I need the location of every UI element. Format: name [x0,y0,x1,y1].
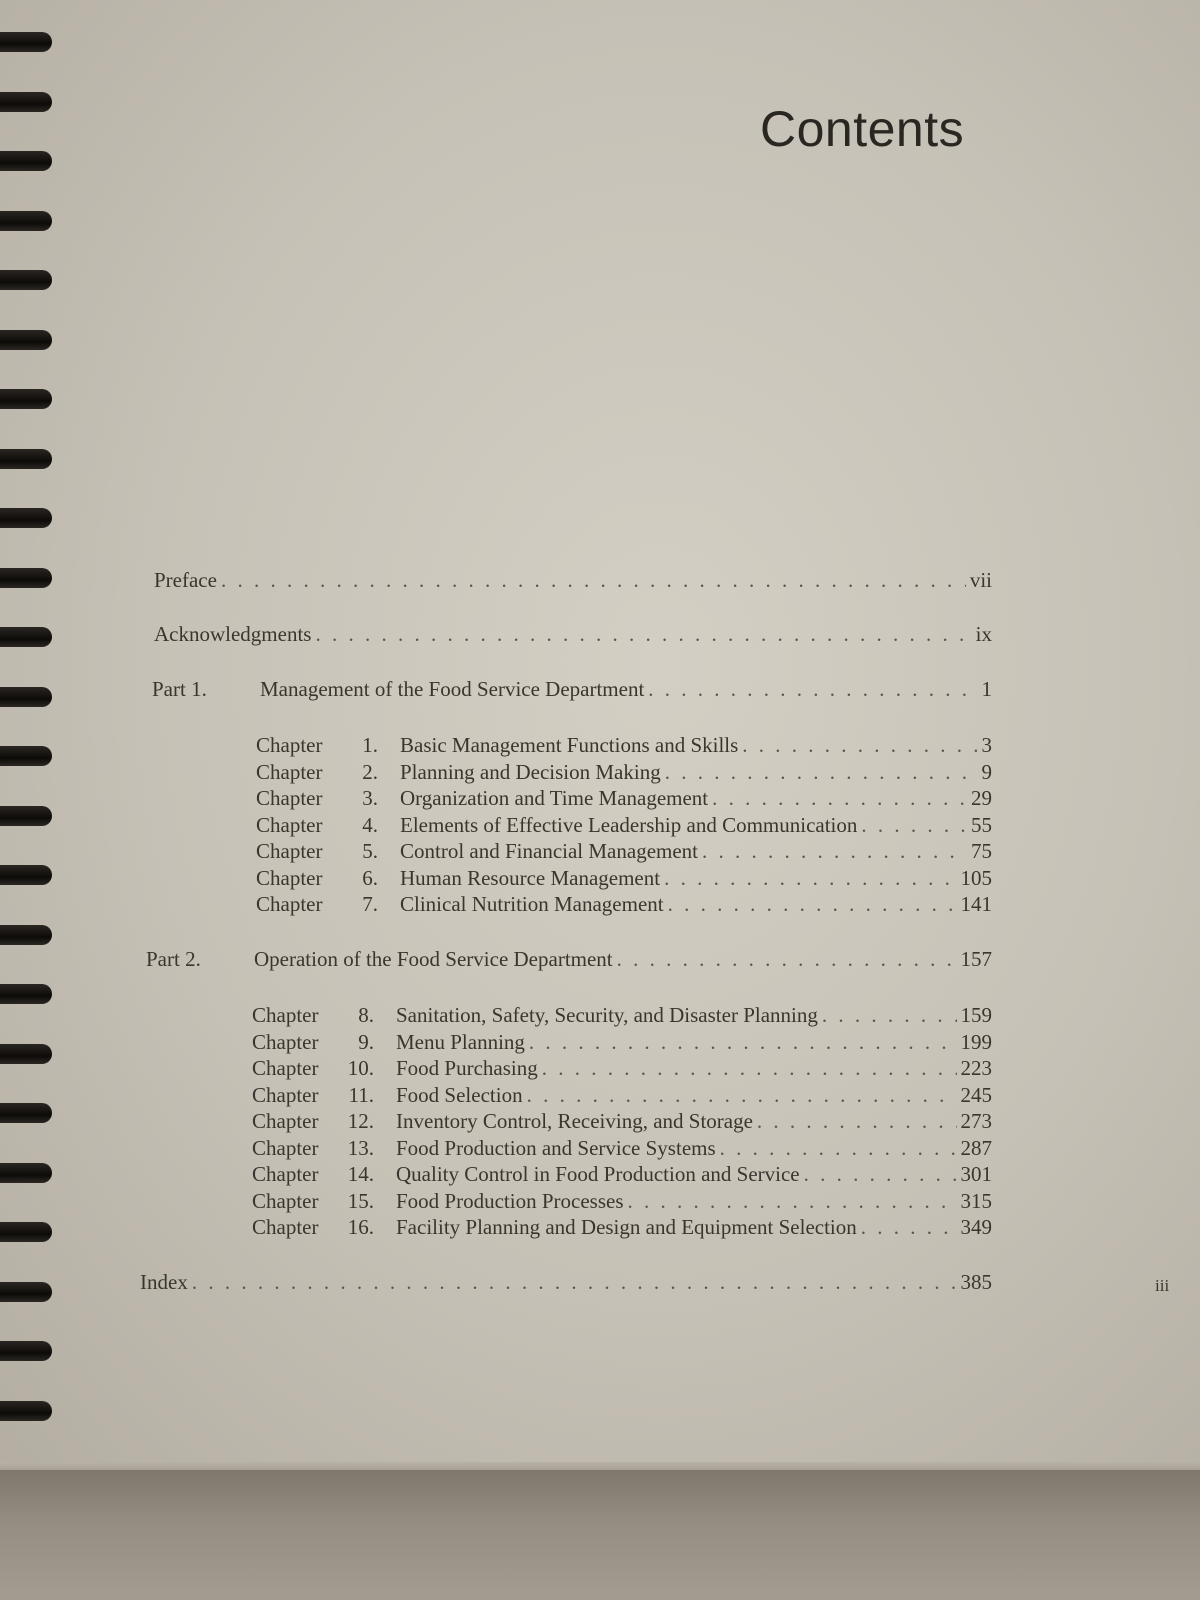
chapter-title: Control and Financial Management [400,839,699,863]
spiral-coil [0,32,52,52]
toc-chapter-entry [140,786,992,812]
toc-entry-index [140,1270,992,1296]
chapter-word: Chapter [256,759,323,784]
chapter-word: Chapter [252,1109,319,1133]
leader-dots [668,892,957,917]
part-page: 157 [960,947,992,971]
leader-dots [804,1162,957,1187]
chapter-number: 10. [347,1056,374,1080]
chapter-page: 159 [960,1003,992,1027]
chapter-title: Menu Planning [396,1029,525,1054]
chapter-number: 11. [348,1082,374,1107]
toc-chapter-entry [136,1109,992,1135]
leader-dots [617,947,957,972]
toc-part-1 [152,677,992,703]
leader-dots [720,1136,957,1161]
chapter-word: Chapter [252,1188,319,1213]
chapter-number: 15. [347,1188,374,1213]
chapter-page: 75 [971,839,992,863]
spiral-coil [0,1341,52,1361]
spiral-coil [0,1401,52,1421]
chapter-number: 7. [362,892,378,916]
spiral-coil [0,568,52,588]
leader-dots [221,568,966,593]
spiral-coil [0,1163,52,1183]
spiral-coil [0,1044,52,1064]
toc-chapter-entry [136,1136,992,1162]
chapter-title: Basic Management Functions and Skills [400,733,739,757]
toc-chapter-entry [136,1056,992,1082]
toc-chapter-entry [136,1003,992,1029]
toc-chapter-entry [140,892,992,918]
spiral-binding [0,0,80,1475]
chapter-word: Chapter [256,839,323,863]
chapter-number: 8. [358,1003,374,1027]
chapter-page: 349 [960,1215,992,1239]
chapter-page: 29 [971,786,992,810]
part-number: Part 2. [146,947,201,971]
chapter-page: 55 [971,812,992,837]
chapter-word: Chapter [252,1082,319,1107]
chapter-word: Chapter [252,1056,319,1080]
spiral-coil [0,806,52,826]
chapter-page: 105 [960,865,992,890]
chapter-number: 5. [362,839,378,863]
chapter-page: 245 [960,1082,992,1107]
leader-dots [664,866,956,891]
chapter-title: Inventory Control, Receiving, and Storage [396,1109,753,1133]
chapter-page: 223 [960,1056,992,1080]
chapter-number: 4. [362,812,378,837]
spiral-coil [0,687,52,707]
toc-chapter-entry [136,1162,992,1188]
part-title: Management of the Food Service Department [260,677,645,701]
chapter-number: 9. [358,1029,374,1054]
chapter-word: Chapter [252,1029,319,1054]
chapter-word: Chapter [256,733,323,757]
chapter-number: 13. [347,1135,374,1160]
chapter-word: Chapter [252,1162,319,1186]
toc-chapter-entry [140,760,992,786]
leader-dots [527,1083,957,1108]
toc-chapter-entry [136,1083,992,1109]
part-title: Operation of the Food Service Department [254,947,613,971]
toc-chapter-entry [136,1215,992,1241]
leader-dots [529,1030,957,1055]
entry-page: ix [975,622,992,646]
leader-dots [861,813,967,838]
chapter-title: Clinical Nutrition Management [400,892,664,916]
chapter-title: Food Production Processes [396,1188,624,1213]
toc-chapter-entry [136,1189,992,1215]
chapter-word: Chapter [256,786,323,810]
spiral-coil [0,865,52,885]
page-title: Contents [760,101,965,157]
chapter-word: Chapter [256,892,323,916]
toc-part-2 [146,947,992,973]
chapter-number: 2. [362,759,378,784]
chapter-title: Quality Control in Food Production and Service [396,1162,800,1186]
spiral-coil [0,92,52,112]
spiral-coil [0,1222,52,1242]
chapter-title: Facility Planning and Design and Equipment Selection [396,1215,857,1239]
leader-dots [702,839,967,864]
leader-dots [315,622,971,647]
leader-dots [542,1056,957,1081]
entry-label: Acknowledgments [154,622,312,646]
table-surface [0,1470,1200,1600]
chapter-word: Chapter [252,1003,319,1027]
leader-dots [757,1109,957,1134]
chapter-page: 315 [960,1188,992,1213]
entry-label: Index [140,1270,188,1294]
leader-dots [648,677,977,702]
chapter-title: Elements of Effective Leadership and Communication [400,812,858,837]
chapter-number: 6. [362,865,378,890]
spiral-coil [0,1103,52,1123]
chapter-title: Sanitation, Safety, Security, and Disaster Planning [396,1003,818,1027]
leader-dots [861,1215,957,1240]
leader-dots [665,760,978,785]
chapter-title: Planning and Decision Making [400,759,661,784]
chapter-title: Food Production and Service Systems [396,1135,716,1160]
chapter-page: 199 [960,1029,992,1054]
toc-entry-preface [154,568,992,594]
toc-chapter-entry [140,813,992,839]
toc-chapter-entry [136,1030,992,1056]
chapter-word: Chapter [252,1135,319,1160]
leader-dots [628,1189,957,1214]
spiral-coil [0,449,52,469]
part-number: Part 1. [152,677,207,701]
chapter-page: 273 [960,1109,992,1133]
spiral-coil [0,627,52,647]
chapter-number: 1. [362,733,378,757]
spiral-coil [0,211,52,231]
toc-chapter-entry [140,733,992,759]
spiral-coil [0,330,52,350]
entry-page: vii [969,568,992,592]
chapter-page: 9 [981,759,992,784]
spiral-coil [0,984,52,1004]
chapter-page: 3 [981,733,992,757]
toc-entry-acknowledgments [154,622,992,648]
toc-chapter-entry [140,866,992,892]
chapter-page: 301 [960,1162,992,1186]
chapter-word: Chapter [256,812,323,837]
chapter-number: 14. [347,1162,374,1186]
spiral-coil [0,1282,52,1302]
spiral-coil [0,508,52,528]
chapter-title: Food Purchasing [396,1056,538,1080]
chapter-title: Organization and Time Management [400,786,709,810]
spiral-coil [0,925,52,945]
leader-dots [712,786,967,811]
chapter-number: 12. [347,1109,374,1133]
leader-dots [822,1003,957,1028]
leader-dots [192,1270,957,1295]
chapter-title: Food Selection [396,1082,523,1107]
chapter-title: Human Resource Management [400,865,661,890]
part-page: 1 [981,677,992,701]
entry-label: Preface [154,568,217,592]
chapter-page: 141 [960,892,992,916]
spiral-coil [0,151,52,171]
chapter-page: 287 [960,1135,992,1160]
toc-chapter-entry [140,839,992,865]
leader-dots [742,733,977,758]
spiral-coil [0,270,52,290]
chapter-number: 16. [347,1215,374,1239]
spiral-coil [0,389,52,409]
entry-page: 385 [960,1270,992,1294]
chapter-word: Chapter [256,865,323,890]
spiral-coil [0,746,52,766]
chapter-word: Chapter [252,1215,319,1239]
chapter-number: 3. [362,786,378,810]
page-number: iii [1155,1276,1170,1295]
